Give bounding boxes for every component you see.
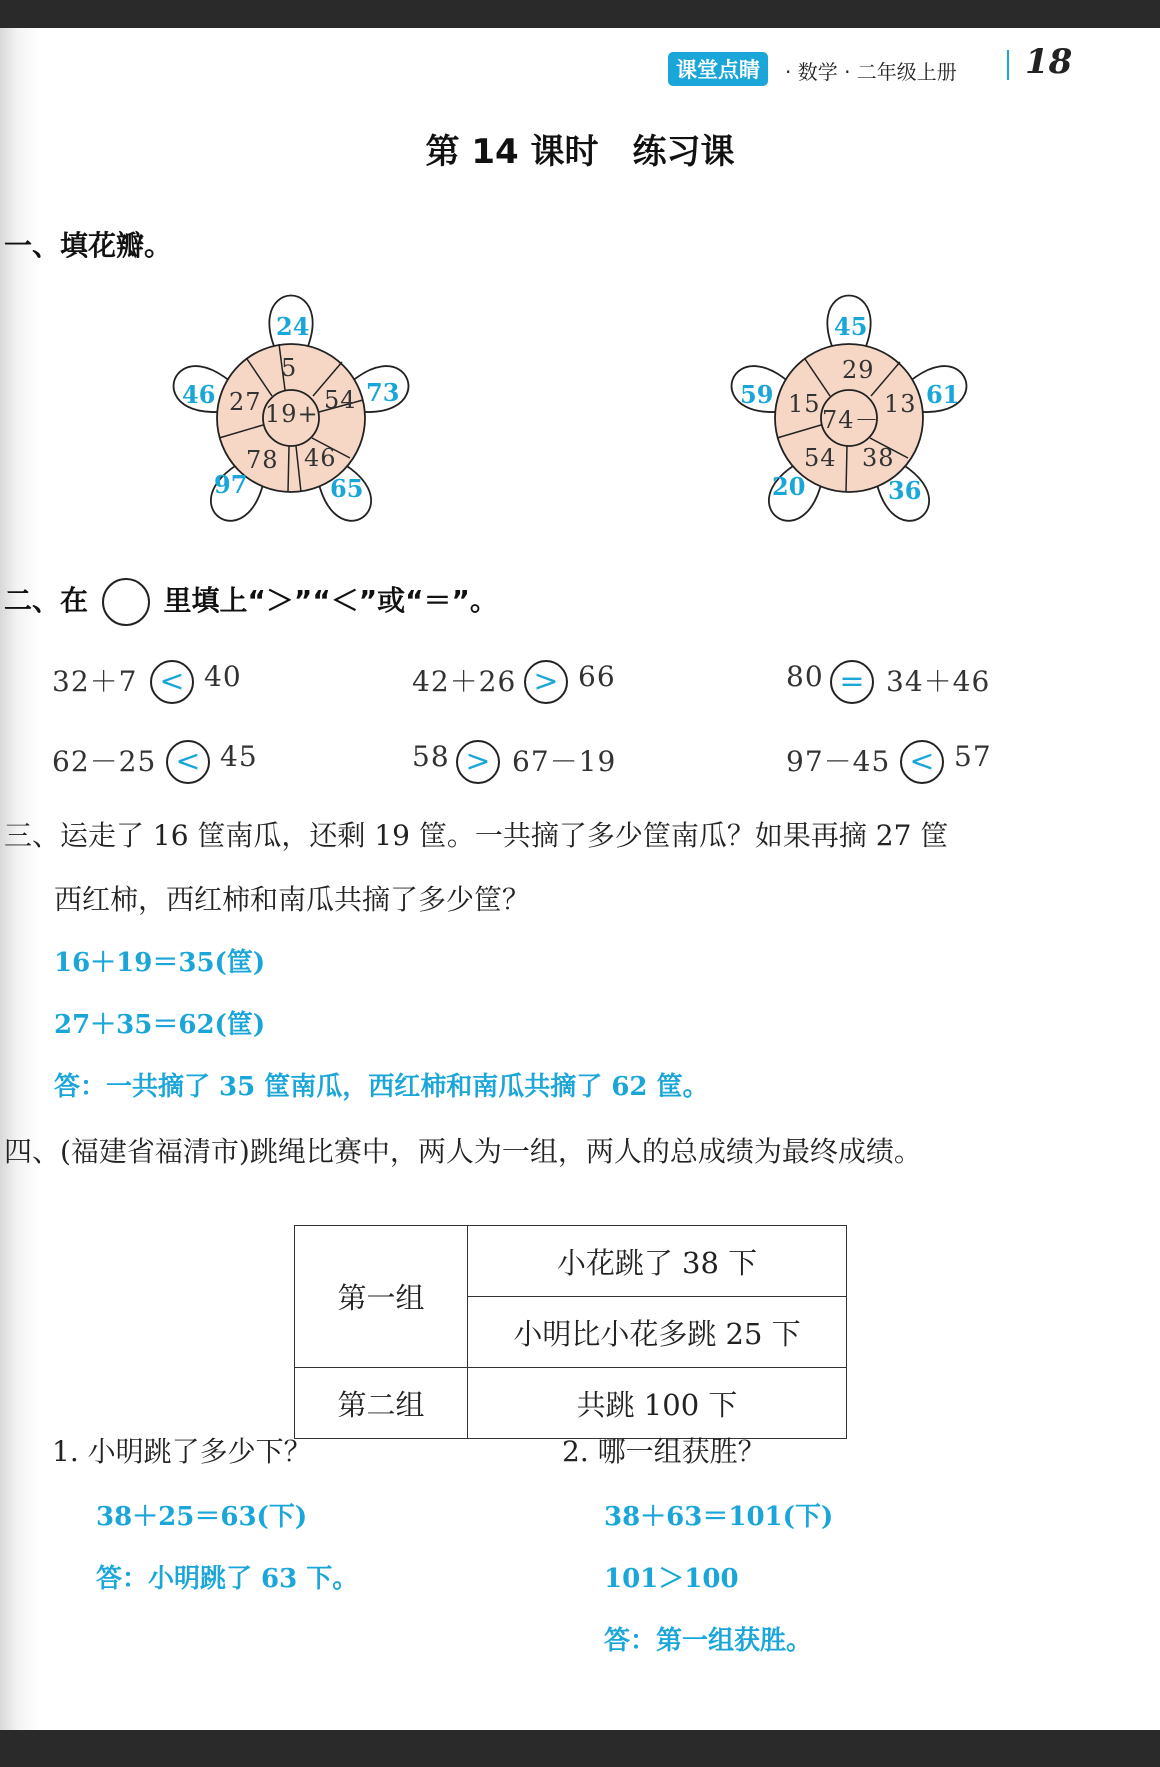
question-2-answer: 答：第一组获胜。: [604, 1626, 813, 1656]
flower2-inner: 38: [862, 444, 895, 472]
comparison-right: 40: [204, 660, 242, 693]
comparison-left: 80: [786, 660, 824, 693]
comparison-left: 62－25: [52, 745, 157, 778]
question-1: 1. 小明跳了多少下？: [52, 1435, 312, 1468]
comparison-right: 66: [578, 660, 616, 693]
comparison-left: 32＋7: [52, 665, 138, 698]
comparison-right: 67－19: [512, 745, 617, 778]
flower1-inner: 54: [324, 386, 357, 414]
question-2: 2. 哪一组获胜？: [562, 1435, 766, 1468]
section3-answer: 27＋35＝62(筐): [54, 1010, 266, 1040]
flower1-petal-answer: 97: [214, 470, 248, 499]
table-cell: 共跳 100 下: [468, 1368, 847, 1439]
section2-heading: [4, 578, 498, 626]
flower1-inner: 27: [229, 388, 262, 416]
page-title: 第 14 课时 练习课: [425, 132, 735, 172]
comparison-left: 58: [412, 740, 450, 773]
flower2-inner: 13: [884, 390, 917, 418]
comparison-right: 34＋46: [886, 665, 991, 698]
comparison-right: 45: [220, 740, 258, 773]
flower2-petal-answer: 45: [834, 312, 868, 341]
flower1-petal-answer: 24: [276, 312, 310, 341]
comparison-left: 42＋26: [412, 665, 517, 698]
worksheet-page: [0, 28, 1160, 1730]
comparison-circle: <: [900, 740, 944, 784]
section3-question-line1: 三、运走了 16 筐南瓜，还剩 19 筐。一共摘了多少筐南瓜？如果再摘 27 筐: [4, 819, 949, 852]
section3-question-line2: 西红柿，西红柿和南瓜共摘了多少筐？: [54, 883, 531, 916]
flower2-petal-answer: 36: [888, 476, 922, 505]
comparison-circle: <: [166, 740, 210, 784]
comparison-circle: <: [150, 660, 194, 704]
flower2-inner: 54: [804, 444, 837, 472]
blank-circle-icon: [102, 578, 150, 626]
table-group-label: 第一组: [295, 1226, 468, 1368]
flower1-center: 19+: [265, 400, 319, 428]
table-cell: 小明比小花多跳 25 下: [468, 1297, 847, 1368]
flower2-center: 74－: [822, 406, 880, 434]
question-2-answer: 38＋63＝101(下): [604, 1502, 834, 1532]
header-subject: · 数学 · 二年级上册: [785, 60, 957, 84]
section2-heading-prefix: 二、在: [4, 584, 89, 617]
comparison-right: 57: [954, 740, 992, 773]
question-1-answer: 答：小明跳了 63 下。: [96, 1564, 359, 1594]
flower2-petal-answer: 59: [740, 380, 774, 409]
section3-answer: 答：一共摘了 35 筐南瓜，西红柿和南瓜共摘了 62 筐。: [54, 1072, 709, 1102]
section3-answer: 16＋19＝35(筐): [54, 948, 266, 978]
comparison-circle: >: [524, 660, 568, 704]
flower2-inner: 15: [788, 390, 821, 418]
section2-heading-suffix: 里填上“＞”“＜”或“＝”。: [163, 584, 498, 617]
section4-heading: 四、(福建省福清市)跳绳比赛中，两人为一组，两人的总成绩为最终成绩。: [4, 1135, 922, 1168]
flower1-inner: 5: [281, 354, 298, 382]
score-table: [294, 1225, 847, 1439]
question-1-answer: 38＋25＝63(下): [96, 1502, 308, 1532]
comparison-left: 97－45: [786, 745, 891, 778]
page-number: 18: [1025, 42, 1073, 82]
flower1-petal-answer: 46: [182, 380, 216, 409]
table-group-label: 第二组: [295, 1368, 468, 1439]
flower2-petal-answer: 20: [772, 472, 806, 501]
header-divider: [1007, 50, 1009, 80]
flower1-inner: 46: [304, 444, 337, 472]
flower1-petal-answer: 73: [366, 378, 400, 407]
flower1-inner: 78: [246, 446, 279, 474]
section1-heading: 一、填花瓣。: [4, 229, 173, 262]
flower1-petal-answer: 65: [330, 474, 364, 503]
question-2-answer: 101＞100: [604, 1564, 739, 1594]
flower2-petal-answer: 61: [926, 380, 960, 409]
comparison-circle: =: [830, 660, 874, 704]
header-badge: 课堂点睛: [668, 52, 768, 86]
table-cell: 小花跳了 38 下: [468, 1226, 847, 1297]
comparison-circle: >: [456, 740, 500, 784]
flower2-inner: 29: [842, 356, 875, 384]
